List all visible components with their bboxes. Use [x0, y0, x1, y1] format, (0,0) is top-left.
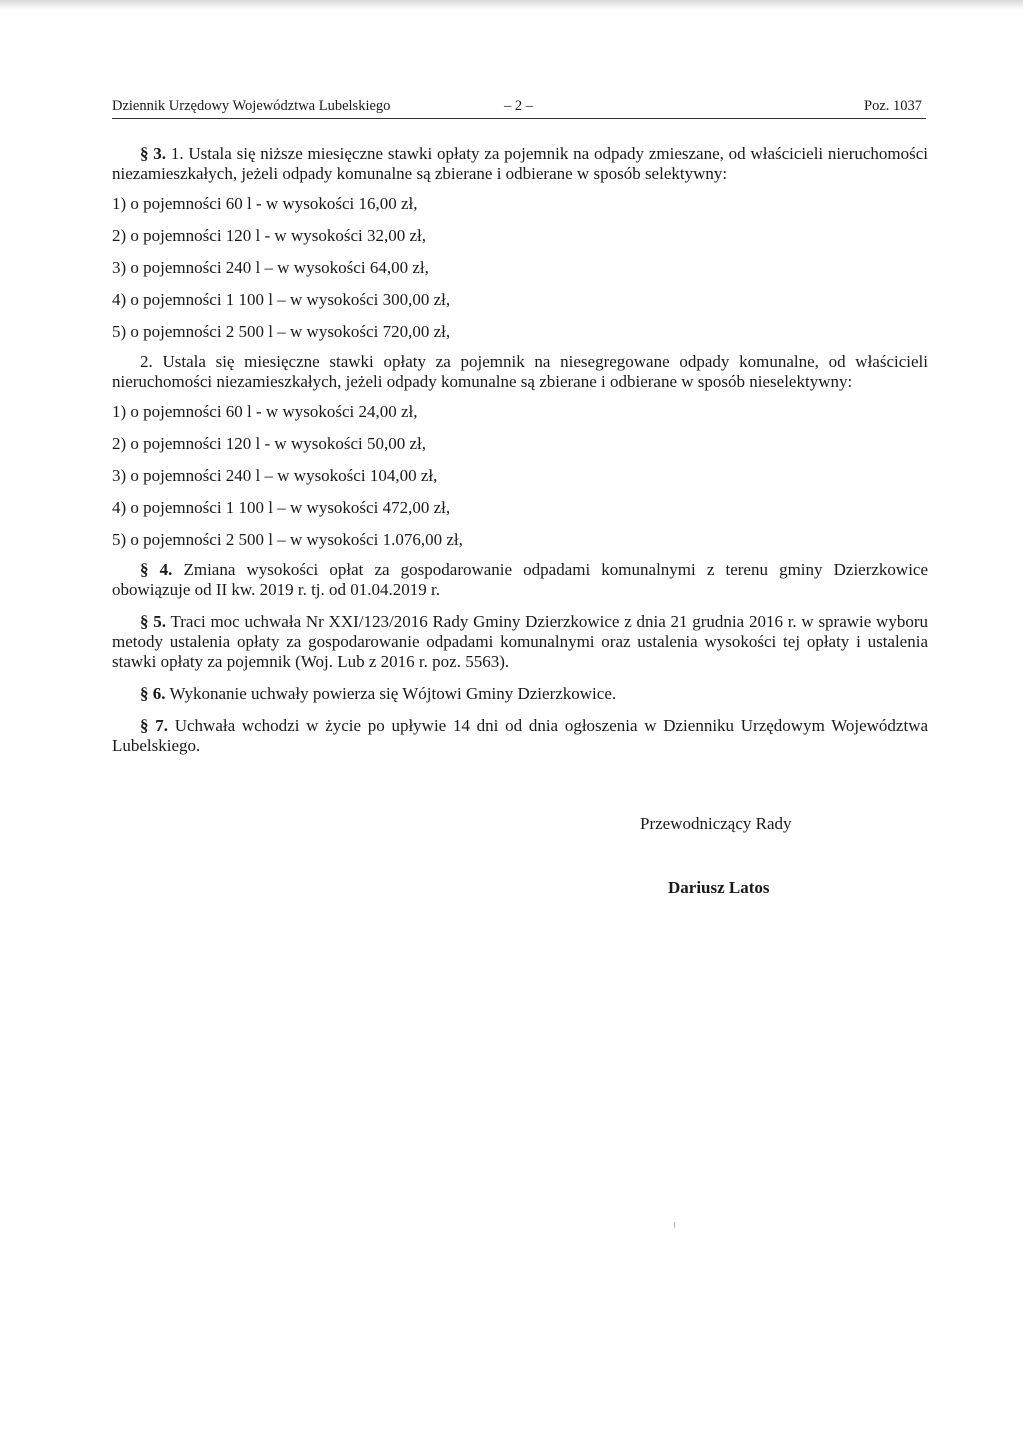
list-item: 5) o pojemności 2 500 l – w wysokości 1.076,00 zł,: [112, 530, 463, 549]
page-header: [112, 96, 926, 119]
section-3-paragraph-1: [112, 144, 928, 184]
section-5: [112, 612, 928, 672]
section-3-mark: § 3.: [140, 144, 167, 163]
position-number: Poz. 1037: [864, 98, 922, 114]
rates-list-selective: [112, 194, 928, 342]
section-5-mark: § 5.: [140, 612, 166, 631]
signature-role: Przewodniczący Rady: [640, 814, 792, 833]
section-6-text: Wykonanie uchwały powierza się Wójtowi Gminy Dzierzkowice.: [169, 684, 617, 703]
section-3-paragraph-2: [112, 352, 928, 392]
signature-name: Dariusz Latos: [668, 878, 770, 897]
list-item: 3) o pojemności 240 l – w wysokości 104,00 zł,: [112, 466, 438, 485]
list-item: 1) o pojemności 60 l - w wysokości 16,00 zł,: [112, 194, 418, 213]
page-number: – 2 –: [504, 98, 533, 114]
section-7-text: Uchwała wchodzi w życie po upływie 14 dni od dnia ogłoszenia w Dzienniku Urzędowym Województwa Lubelskiego.: [112, 716, 929, 755]
list-item: 5) o pojemności 2 500 l – w wysokości 720,00 zł,: [112, 322, 451, 341]
journal-title: Dziennik Urzędowy Województwa Lubelskiego: [112, 98, 391, 114]
list-item: 2) o pojemności 120 l - w wysokości 32,00 zł,: [112, 226, 426, 245]
section-6-mark: § 6.: [140, 684, 166, 703]
list-item: 4) o pojemności 1 100 l – w wysokości 300,00 zł,: [112, 290, 451, 309]
list-item: 3) o pojemności 240 l – w wysokości 64,00 zł,: [112, 258, 429, 277]
scan-edge-shadow: [0, 0, 1023, 10]
list-item: 4) o pojemności 1 100 l – w wysokości 472,00 zł,: [112, 498, 451, 517]
section-3-p2-text: 2. Ustala się miesięczne stawki opłaty za pojemnik na niesegregowane odpady komunalne, od właścicieli nieruchomości niezamieszkałych, jeżeli odpady komunalne są zbierane i odbierane w sposób nieselektywny:: [112, 352, 928, 391]
section-7-mark: § 7.: [140, 716, 168, 735]
list-item: 1) o pojemności 60 l - w wysokości 24,00 zł,: [112, 402, 418, 421]
section-4-mark: § 4.: [140, 560, 173, 579]
list-item: 2) o pojemności 120 l - w wysokości 50,00 zł,: [112, 434, 426, 453]
document-body: [112, 144, 928, 756]
section-4: [112, 560, 928, 600]
scan-speck: [674, 1222, 675, 1228]
section-4-text: Zmiana wysokości opłat za gospodarowanie odpadami komunalnymi z terenu gminy Dzierzkowice obowiązuje od II kw. 2019 r. tj. od 01.04.2019 r.: [112, 560, 929, 599]
rates-list-nonselective: [112, 402, 928, 550]
section-3-p1-text: 1. Ustala się niższe miesięczne stawki opłaty za pojemnik na odpady zmieszane, od właścicieli nieruchomości niezamieszkałych, jeżeli odpady komunalne są zbierane i odbierane w sposób selektywny:: [112, 144, 929, 183]
section-6: [112, 684, 928, 704]
section-7: [112, 716, 928, 756]
section-5-text: Traci moc uchwała Nr XXI/123/2016 Rady Gminy Dzierzkowice z dnia 21 grudnia 2016 r. w sprawie wyboru metody ustalenia opłaty za gospodarowanie odpadami komunalnymi oraz ustalenia wysokości tej opłaty i ustalenia stawki opłaty za pojemnik (Woj. Lub z 2016 r. poz. 5563).: [112, 612, 928, 671]
